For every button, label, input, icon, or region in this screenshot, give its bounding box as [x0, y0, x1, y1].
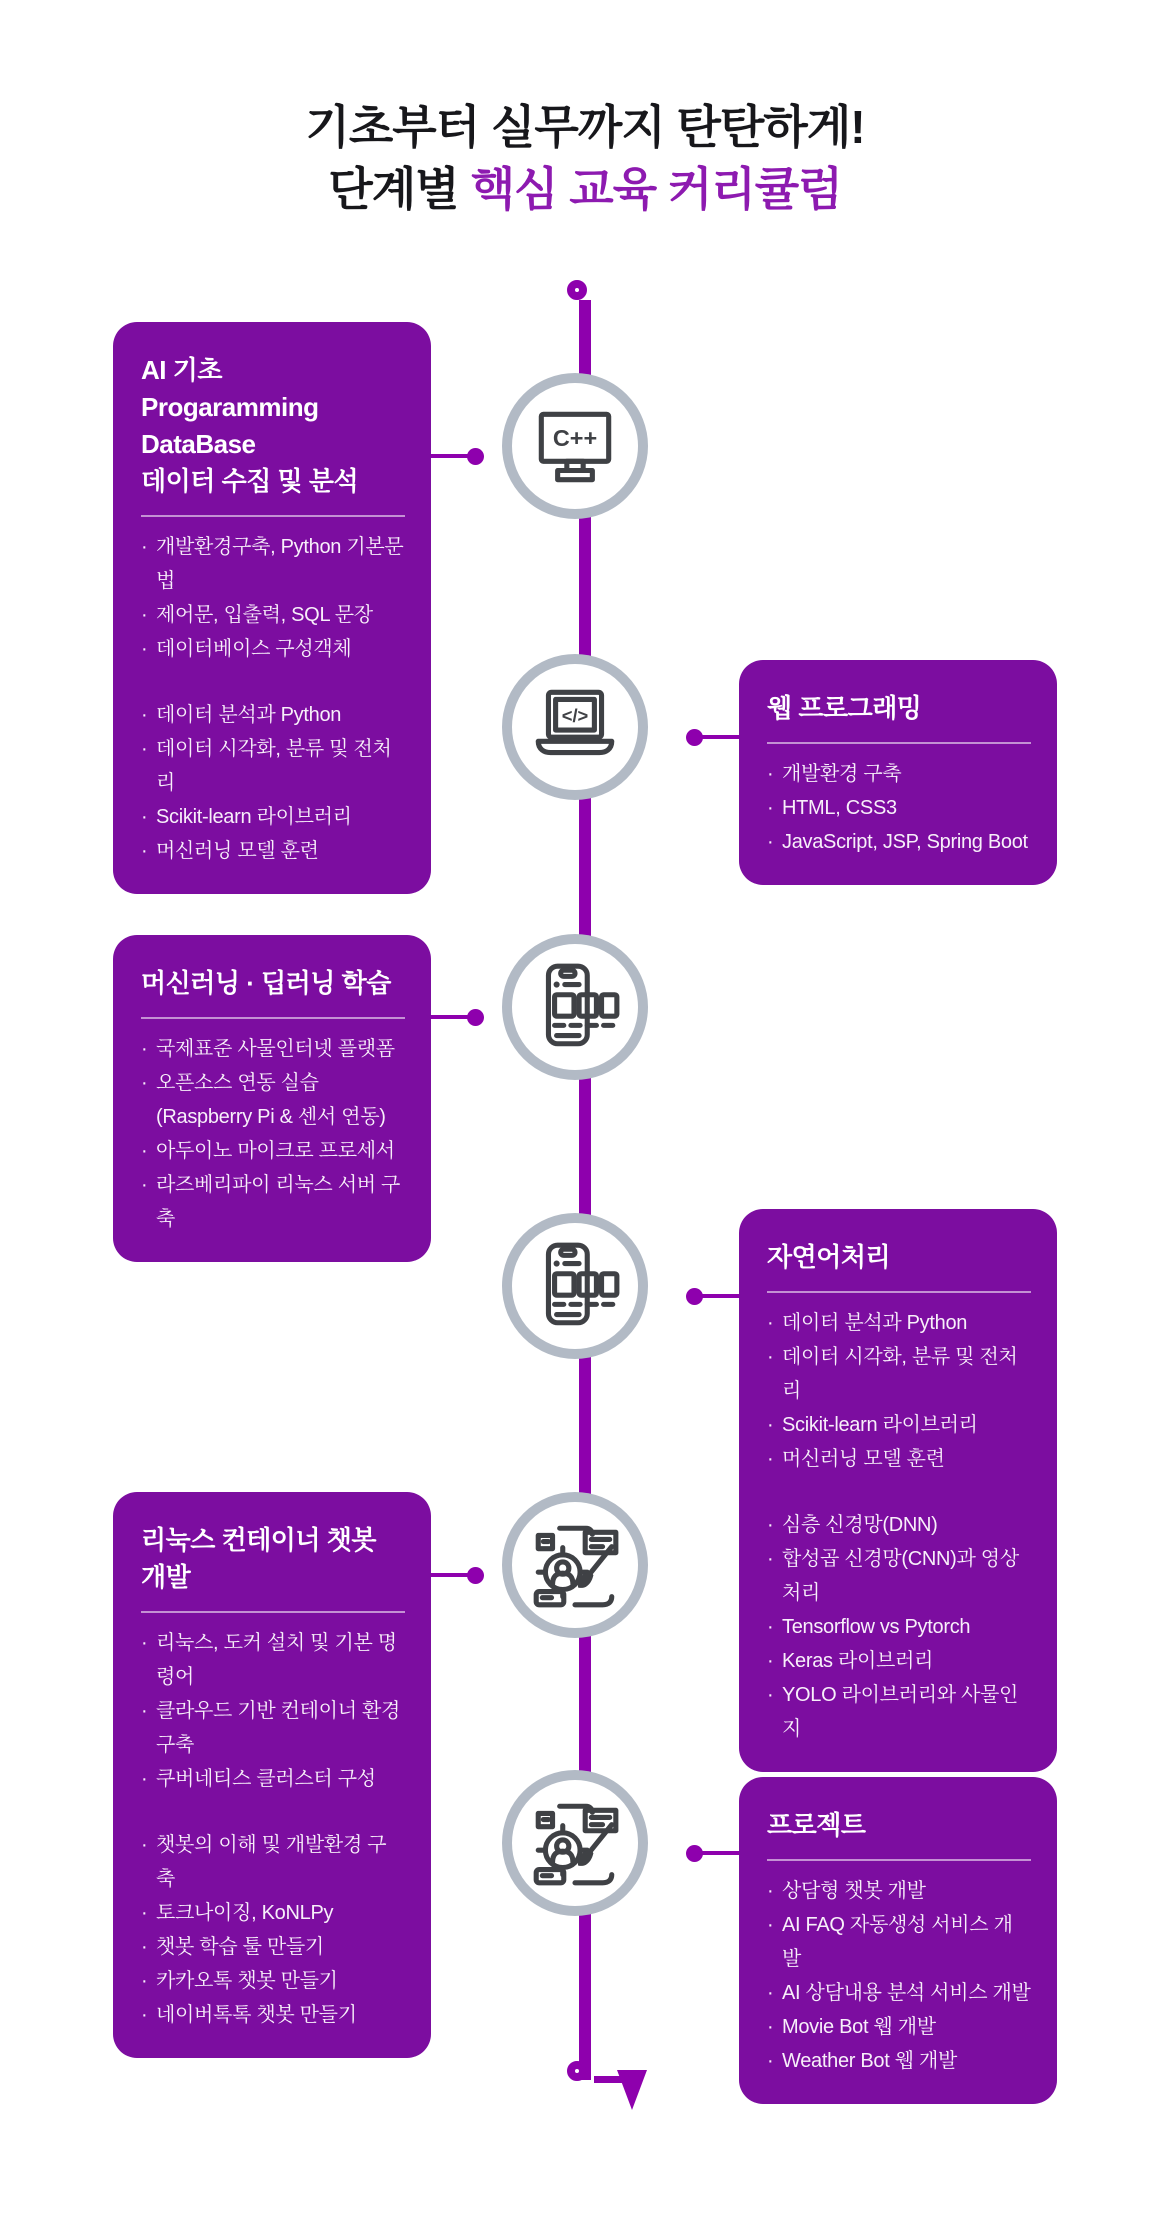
- item-list: [767, 757, 1031, 859]
- list-item: · 머신러닝 모델 훈련: [767, 1448, 945, 1470]
- list-item: · 상담형 챗봇 개발: [767, 1880, 926, 1902]
- title-divider: [141, 515, 405, 517]
- curriculum-box-ml-dl: [113, 935, 431, 1262]
- list-item: · Movie Bot 웹 개발: [767, 2016, 936, 2038]
- box-title: 자연어처리: [767, 1242, 891, 1272]
- list-item: · 카카오톡 챗봇 만들기: [141, 1970, 338, 1992]
- box-title: 머신러닝 · 딥러닝 학습: [141, 968, 391, 998]
- list-item: · 클라우드 기반 컨테이너 환경 구축: [141, 1700, 401, 1756]
- list-item: · 쿠버네티스 클러스터 구성: [141, 1768, 376, 1790]
- list-item: · HTML, CSS3: [767, 797, 897, 819]
- curriculum-box-nlp: [739, 1209, 1057, 1772]
- page-title: [0, 96, 1170, 220]
- item-list: [767, 1306, 1031, 1476]
- list-item: · 국제표준 사물인터넷 플랫폼: [141, 1038, 395, 1060]
- timeline-node-6: [502, 1770, 648, 1916]
- cpp-monitor-icon: [526, 397, 624, 495]
- svg-text:</>: </>: [561, 704, 589, 726]
- box-title: AI 기초 Progaramming DataBase 데이터 수집 및 분석: [141, 355, 359, 496]
- list-item: (Raspberry Pi & 센서 연동): [156, 1106, 386, 1128]
- list-item: · 아두이노 마이크로 프로세서: [141, 1140, 395, 1162]
- list-item: · 데이터 시각화, 분류 및 전처리: [767, 1346, 1018, 1402]
- list-item: · 토크나이징, KoNLPy: [141, 1902, 334, 1924]
- title-divider: [767, 1291, 1031, 1293]
- page-title-line2: [0, 158, 1170, 220]
- connector-dot-box4: [686, 1288, 703, 1305]
- connector-dot-box2: [686, 729, 703, 746]
- connector-box6: [700, 1851, 740, 1855]
- timeline-start-ring: [567, 280, 587, 300]
- list-item: · Keras 라이브러리: [767, 1650, 934, 1672]
- list-item: · 합성곱 신경망(CNN)과 영상처리: [767, 1548, 1019, 1604]
- page-title-line1: 기초부터 실무까지 탄탄하게!: [305, 101, 865, 153]
- box-title: 웹 프로그래밍: [767, 693, 922, 723]
- mobile-app-icon: [526, 958, 624, 1056]
- list-item: · Scikit-learn 라이브러리: [767, 1414, 978, 1436]
- timeline-node-2: [502, 654, 648, 800]
- list-item: · 개발환경구축, Python 기본문법: [141, 536, 404, 592]
- list-item: · 머신러닝 모델 훈련: [141, 840, 319, 862]
- list-item: · Scikit-learn 라이브러리: [141, 806, 352, 828]
- curriculum-box-project: [739, 1777, 1057, 2104]
- timeline-node-4: [502, 1213, 648, 1359]
- list-item: · 오픈소스 연동 실습: [141, 1072, 319, 1094]
- mobile-app-icon: [526, 1237, 624, 1335]
- timeline-node-5: [502, 1492, 648, 1638]
- list-item: · 데이터 시각화, 분류 및 전처리: [141, 738, 392, 794]
- svg-text:C++: C++: [552, 425, 598, 451]
- list-item: · 데이터베이스 구성객체: [141, 638, 352, 660]
- list-item: · 라즈베리파이 리눅스 서버 구축: [141, 1174, 401, 1230]
- list-item: · Weather Bot 웹 개발: [767, 2050, 958, 2072]
- list-item: · Tensorflow vs Pytorch: [767, 1616, 971, 1638]
- box-title: 리눅스 컨테이너 챗봇 개발: [141, 1525, 376, 1592]
- connector-dot-box6: [686, 1845, 703, 1862]
- title-divider: [767, 742, 1031, 744]
- page-title-line2-black: 단계별: [328, 163, 459, 215]
- list-item: · AI 상담내용 분석 서비스 개발: [767, 1982, 1031, 2004]
- title-divider: [141, 1611, 405, 1613]
- timeline-end-ring: [567, 2061, 587, 2081]
- connector-box5: [430, 1573, 472, 1577]
- list-item: · 챗봇의 이해 및 개발환경 구축: [141, 1834, 387, 1890]
- item-list: [141, 530, 405, 666]
- page-title-line2-accent: 핵심 교육 커리큘럼: [470, 163, 842, 215]
- item-list: [141, 698, 405, 868]
- connector-box4: [700, 1294, 740, 1298]
- list-item: · AI FAQ 자동생성 서비스 개발: [767, 1914, 1013, 1970]
- list-item: · 심층 신경망(DNN): [767, 1514, 938, 1536]
- connector-dot-box5: [467, 1567, 484, 1584]
- list-item: · 데이터 분석과 Python: [767, 1312, 968, 1334]
- item-list: [141, 1828, 405, 2032]
- list-item: · JavaScript, JSP, Spring Boot: [767, 831, 1028, 853]
- timeline-arrow-icon: [617, 2070, 647, 2110]
- timeline-node-1: [502, 373, 648, 519]
- title-divider: [767, 1859, 1031, 1861]
- list-item: · 챗봇 학습 툴 만들기: [141, 1936, 324, 1958]
- chatbot-build-icon: [526, 1794, 624, 1892]
- item-list: [767, 1508, 1031, 1746]
- timeline-node-3: [502, 934, 648, 1080]
- title-divider: [141, 1017, 405, 1019]
- connector-dot-box1: [467, 448, 484, 465]
- curriculum-box-ai-basics: [113, 322, 431, 894]
- box-title: 프로젝트: [767, 1810, 866, 1840]
- curriculum-box-web-programming: [739, 660, 1057, 885]
- list-item: · 리눅스, 도커 설치 및 기본 명령어: [141, 1632, 397, 1688]
- list-item: · 개발환경 구축: [767, 763, 902, 785]
- connector-box3: [430, 1015, 472, 1019]
- chatbot-build-icon: [526, 1516, 624, 1614]
- curriculum-box-linux-chatbot: [113, 1492, 431, 2058]
- list-item: · 제어문, 입출력, SQL 문장: [141, 604, 373, 626]
- connector-dot-box3: [467, 1009, 484, 1026]
- connector-box2: [700, 735, 740, 739]
- item-list: [141, 1032, 405, 1236]
- list-item: · 데이터 분석과 Python: [141, 704, 342, 726]
- item-list: [141, 1626, 405, 1796]
- code-laptop-icon: [526, 678, 624, 776]
- connector-box1: [430, 454, 472, 458]
- item-list: [767, 1874, 1031, 2078]
- list-item: · 네이버톡톡 챗봇 만들기: [141, 2004, 357, 2026]
- list-item: · YOLO 라이브러리와 사물인지: [767, 1684, 1019, 1740]
